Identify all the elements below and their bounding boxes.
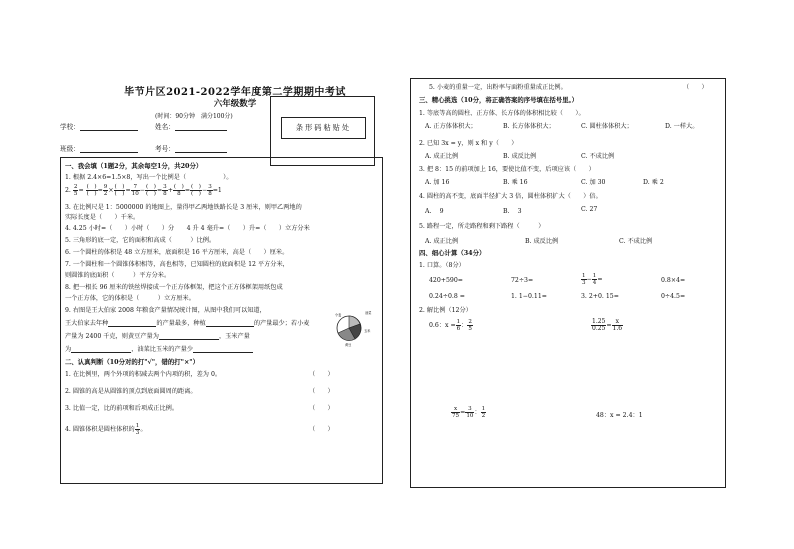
pie-label-rapeseed: 油菜 xyxy=(365,311,372,315)
question-2: 2. $\frac{2}{5}$ = $\frac{( )}{( )}$ = $\frac{9}{2}$ × $\frac{( )}{( )}$ = $\frac{7}{10}$ − $\frac{( )}{( )}$ = $\frac{3}{8}$ + $\frac{( )}{8}$ = $\frac{( )}{( )}$ − $\frac{3}{8}$ =1 xyxy=(65,184,222,197)
exam-number-field[interactable]: 考号： xyxy=(155,143,227,153)
choice-1-opt-c[interactable]: C. 圆柱体体积大； xyxy=(581,123,633,130)
choice-1-opt-a[interactable]: A. 正方体体积大； xyxy=(425,123,477,130)
question-6: 6. 一个圆柱的体积是 48 立方厘米，底面积是 16 平方厘米，高是（ ）厘米。 xyxy=(65,249,289,256)
judge-5: 5. 小麦的重量一定，出粉率与面粉重量成正比例。 xyxy=(429,84,567,91)
oral-5: 0.24÷0.8 = xyxy=(429,293,465,300)
left-panel xyxy=(60,78,383,488)
pie-chart xyxy=(333,306,381,348)
question-9a: 9. 右图是王大伯家 2008 年粮食产量情况统计图，从图中我们可以知道， xyxy=(65,307,266,314)
oral-1: 420+590= xyxy=(429,277,463,284)
question-7a: 7. 一个圆柱和一个圆锥体积相等，高也相等，已知圆柱的底面积是 12 平方分米， xyxy=(65,261,289,268)
proportion-4: 48：x = 2.4：1 xyxy=(596,412,643,419)
oral-3: $\frac{1}{3}$ − $\frac{1}{4}$ = xyxy=(582,273,603,286)
question-9-line3: 产量为 2400 千克，则黄豆产量为 ，玉米产量 xyxy=(65,333,250,340)
choice-3-opt-a[interactable]: A. 加 16 xyxy=(425,179,450,186)
choice-3-opt-b[interactable]: B. 乘 16 xyxy=(503,179,528,186)
part3-heading: 三、精心挑选（10分，将正确答案的序号填在括号里。） xyxy=(419,96,579,104)
choice-1: 1. 等底等高的圆柱、正方体、长方体的体积相比较（ ）。 xyxy=(419,110,585,117)
proportion-1: 0.6：x = $\frac{1}{6}$ ： $\frac{2}{5}$ xyxy=(429,319,472,332)
part4-heading: 四、细心计算（34分） xyxy=(419,249,486,257)
barcode-label: 条形码粘贴处 xyxy=(281,117,366,139)
choice-1-opt-d[interactable]: D. 一样大。 xyxy=(665,123,699,130)
judge-4: 4. 圆锥体积是圆柱体积的 $\frac{1}{3}$ 。 xyxy=(65,423,147,436)
right-panel xyxy=(410,78,726,488)
choice-2-opt-c[interactable]: C. 不成比例 xyxy=(581,153,615,160)
choice-4: 4. 圆柱的高不变，底面半径扩大 3 倍，圆柱体积扩大（ ）倍。 xyxy=(419,193,602,200)
pie-label-wheat: 小麦 xyxy=(335,313,342,317)
exam-subtitle: 六年级数学 xyxy=(213,99,257,109)
judge-4-answer[interactable]: （ ） xyxy=(309,426,334,433)
exam-title: 毕节片区2021-2022学年度第二学期期中考试 xyxy=(124,87,346,98)
question-3b: 实际长度是（ ）千米。 xyxy=(65,214,140,221)
choice-5-opt-a[interactable]: A. 成正比例 xyxy=(425,238,459,245)
oral-4: 0.8×4= xyxy=(661,277,686,284)
judge-3-answer[interactable]: （ ） xyxy=(309,405,334,412)
oral-7: 3. 2+0. 15= xyxy=(581,293,619,300)
choice-4-opt-c[interactable]: C. 27 xyxy=(581,206,598,213)
choice-3-opt-c[interactable]: C. 加 30 xyxy=(581,179,606,186)
choice-4-opt-b[interactable]: B. 3 xyxy=(503,208,522,215)
oral-heading: 1. 口算。（8分） xyxy=(419,262,465,269)
judge-2: 2. 圆锥的高是从圆锥的顶点到底面圆周的距离。 xyxy=(65,388,197,395)
judge-1-answer[interactable]: （ ） xyxy=(309,371,334,378)
part1-heading: 一、我会填（1题2分，其余每空1分，共20分） xyxy=(65,162,203,170)
oral-8: 0÷4.5= xyxy=(661,293,686,300)
question-8b: 一个正方体，它的体积是（ ）立方厘米。 xyxy=(65,295,195,302)
exam-meta: (时间：90分钟 满分100分) xyxy=(155,113,233,120)
question-9-line2: 王大伯家去年种 的产量最多，种植 的产量最少；若小麦 xyxy=(65,320,310,327)
question-5: 5. 三角形的底一定，它的面积和高成（ ）比例。 xyxy=(65,237,216,244)
part2-heading: 二、认真判断（10分对的打"√"，错的打"×"） xyxy=(65,358,200,366)
question-9-line4: 为 ，油菜比玉米的产量少 xyxy=(65,344,253,353)
class-field[interactable]: 班级： xyxy=(60,143,138,153)
question-3a: 3. 在比例尺是 1：5000000 的地图上，量得甲乙两地铁路长是 3 厘米，则甲乙两地的 xyxy=(65,204,302,211)
judge-5-answer[interactable]: （ ） xyxy=(683,84,708,91)
choice-3: 3. 把 8：15 的前项加上 16，要使比值不变，后项应该（ ） xyxy=(419,166,595,173)
solve-heading: 2. 解比例（12分） xyxy=(419,307,472,314)
judge-2-answer[interactable]: （ ） xyxy=(309,388,334,395)
choice-2: 2. 已知 3x = y，则 x 和 y（ ） xyxy=(419,140,518,147)
choice-1-opt-b[interactable]: B. 长方体体积大； xyxy=(503,123,555,130)
barcode-area xyxy=(270,96,375,166)
oral-6: 1. 1−0.11= xyxy=(511,293,547,300)
choice-3-opt-d[interactable]: D. 乘 2 xyxy=(643,179,664,186)
choice-2-opt-a[interactable]: A. 成正比例 xyxy=(425,153,459,160)
proportion-2: $\frac{1.25}{0.25}$ = $\frac{x}{1.6}$ xyxy=(592,318,623,332)
choice-4-opt-a[interactable]: A. 9 xyxy=(425,208,444,215)
choice-5-opt-c[interactable]: C. 不成比例 xyxy=(619,238,653,245)
question-4: 4. 4.25 小时=（ ）小时（ ）分 4 升 4 毫升=（ ）升=（ ）立方分米 xyxy=(65,225,310,232)
choice-2-opt-b[interactable]: B. 成反比例 xyxy=(503,153,537,160)
pie-label-corn: 玉米 xyxy=(364,329,371,333)
question-7b: 则圆锥的底面积（ ）平方分米。 xyxy=(65,272,171,279)
judge-1: 1. 在比例里，两个外项的积减去两个内项的积，差为 0。 xyxy=(65,371,222,378)
question-1: 1. 根据 2.4×6=1.5×8，写出一个比例是（ ）。 xyxy=(65,174,233,181)
name-field[interactable]: 姓名： xyxy=(155,121,227,131)
choice-5: 5. 路程一定，所走路程和剩下路程（ ） xyxy=(419,223,545,230)
question-box xyxy=(60,157,383,484)
pie-label-soybean: 黄豆 xyxy=(345,343,352,347)
school-field[interactable]: 学校： xyxy=(60,121,138,131)
question-8a: 8. 把一根长 96 厘米的铁丝焊接成一个正方体框架，把这个正方体框架用纸包成 xyxy=(65,284,283,291)
judge-3: 3. 比值一定，比的前项和后项成正比例。 xyxy=(65,405,179,412)
choice-5-opt-b[interactable]: B. 成反比例 xyxy=(525,238,559,245)
proportion-3: $\frac{x}{75}$ = $\frac{3}{10}$ ： $\frac{1}{2}$ xyxy=(452,406,486,419)
oral-2: 72÷3= xyxy=(511,277,534,284)
